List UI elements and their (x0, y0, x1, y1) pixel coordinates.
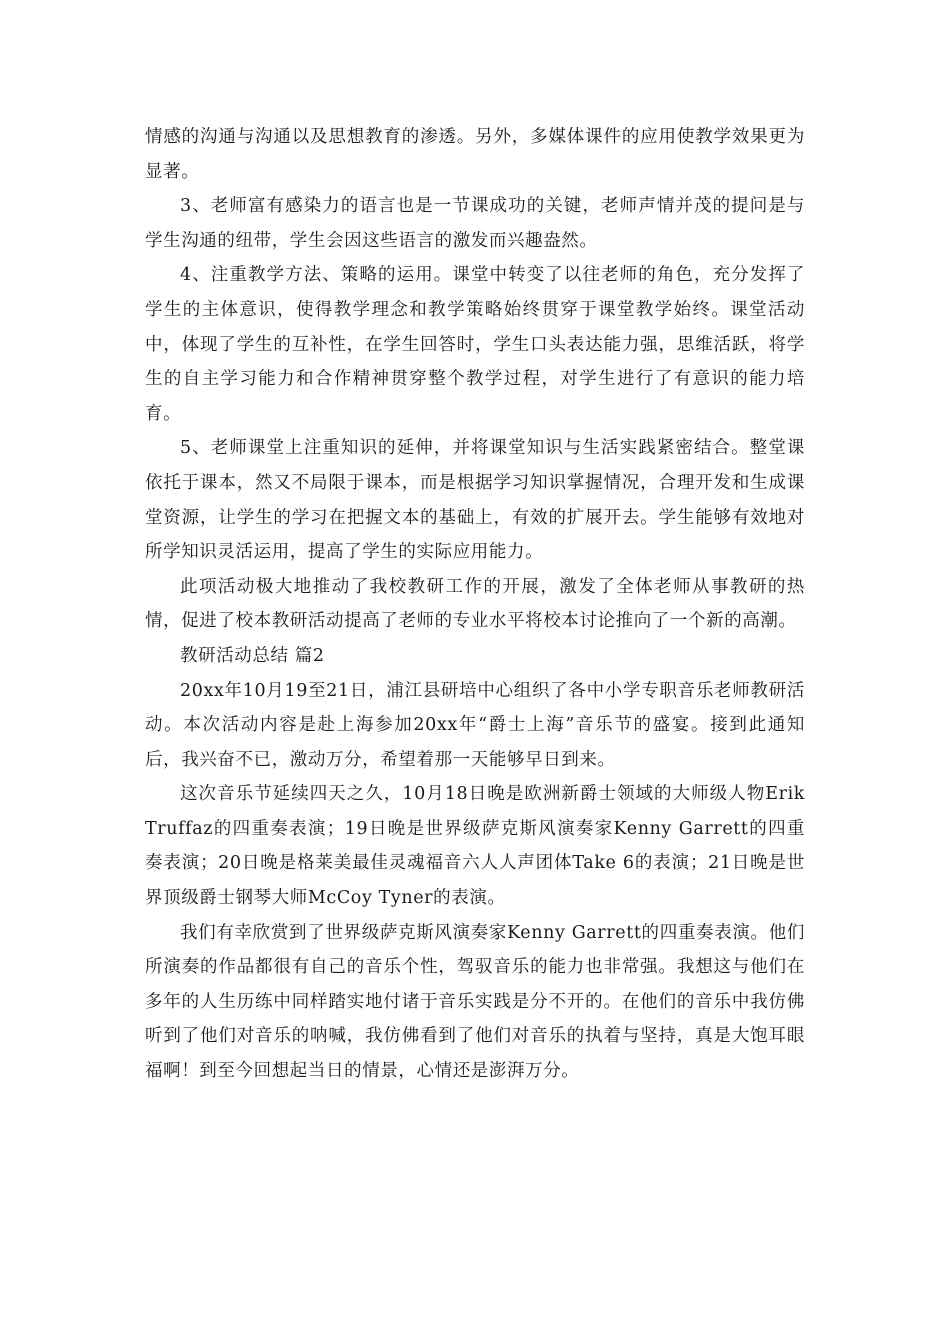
paragraph-intro: 20xx年10月19至21日，浦江县研培中心组织了各中小学专职音乐老师教研活动。本次活动内容是赴上海参加20xx年“爵士上海”音乐节的盛宴。接到此通知后，我兴奋不已，激动万分，希望着那一天能够早日到来。 (145, 680, 805, 770)
paragraph-point-3: 3、老师富有感染力的语言也是一节课成功的关键，老师声情并茂的提问是与学生沟通的纽带，学生会因这些语言的激发而兴趣盎然。 (145, 196, 805, 251)
paragraph-festival: 这次音乐节延续四天之久，10月18日晚是欧洲新爵士领域的大师级人物Erik Truffaz的四重奏表演；19日晚是世界级萨克斯风演奏家Kenny Garrett的四重奏表演；20日晚是格莱美最佳灵魂福音六人人声团体Take 6的表演；21日晚是世界顶级爵士钢琴大师McCoy Tyner的表演。 (145, 784, 805, 909)
paragraph-conclusion: 此项活动极大地推动了我校教研工作的开展，激发了全体老师从事教研的热情，促进了校本教研活动提高了老师的专业水平将校本讨论推向了一个新的高潮。 (145, 576, 805, 632)
paragraph-continuation: 情感的沟通与沟通以及思想教育的渗透。另外，多媒体课件的应用使教学效果更为显著。 (145, 127, 805, 182)
paragraph-point-4: 4、注重教学方法、策略的运用。课堂中转变了以往老师的角色，充分发挥了学生的主体意识，使得教学理念和教学策略始终贯穿于课堂教学始终。课堂活动中，体现了学生的互补性，在学生回答时，学生口头表达能力强，思维活跃，将学生的自主学习能力和合作精神贯穿整个教学过程，对学生进行了有意识的能力培育。 (145, 265, 805, 424)
paragraph-reflection: 我们有幸欣赏到了世界级萨克斯风演奏家Kenny Garrett的四重奏表演。他们所演奏的作品都很有自己的音乐个性，驾驭音乐的能力也非常强。我想这与他们在多年的人生历练中同样踏实地付诸于音乐实践是分不开的。在他们的音乐中我仿佛听到了他们对音乐的呐喊，我仿佛看到了他们对音乐的执着与坚持，真是大饱耳眼福啊！到至今回想起当日的情景，心情还是澎湃万分。 (145, 922, 805, 1082)
document-body (145, 120, 805, 1089)
section-heading: 教研活动总结 篇2 (180, 645, 325, 666)
paragraph-point-5: 5、老师课堂上注重知识的延伸，并将课堂知识与生活实践紧密结合。整堂课依托于课本，然又不局限于课本，而是根据学习知识掌握情况，合理开发和生成课堂资源，让学生的学习在把握文本的基础上，有效的扩展开去。学生能够有效地对所学知识灵活运用，提高了学生的实际应用能力。 (145, 438, 805, 563)
